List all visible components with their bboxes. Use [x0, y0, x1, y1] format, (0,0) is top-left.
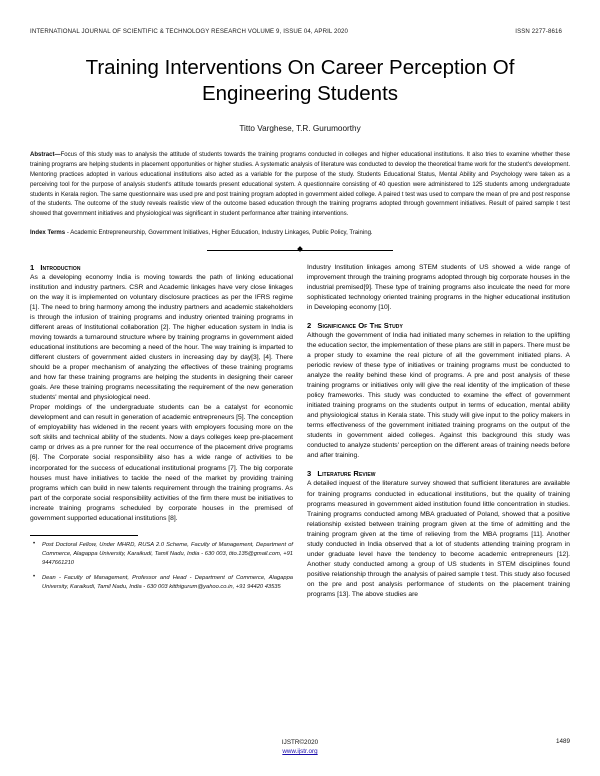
paragraph: A detailed inquest of the literature survey showed that sufficient literatures are available for training programs conducted in educational institutions, but the quality of training programs measured in government aided institution found little concentration in studies. Training programs conducted among MBA graduated of Poland, showed that a positive relationship existed between training program given at the time of admitting and the training program given at the time of relieving from the MBA programs [11]. Another study conducted in India observed that a lot of students attending training program in under graduate level have the tendency to become academic entrepreneurs [12]. Another study conducted among a group of US students in STEM disciplines found positive relationship through the analysis of paired sample t test. This study also focused on the pre and post analysis performance of students on the placement training programs [13]. The above studies are	[307, 480, 570, 598]
footnote-item: • Post Doctoral Fellow, Under MHRD, RUSA 2.0 Scheme, Faculty of Management, Department of Commerce, Alagappa University, Karaikudi, Tamil Nadu, India - 630 003, tito.135@gmail.com, +91 9447661210	[40, 541, 293, 569]
section-number: 3	[307, 469, 312, 479]
paragraph: As a developing economy India is moving towards the path of linking educational institution and industry partners. CSR and Academic linkages have very close linkages on the way it is implemented on voluntary disclosure practices as per the IFRS regime [1]. The need to bring harmony among the industry partners and academic stakeholders is through the infusion of training programs and industry oriented training programs in different areas of Institutional collaboration [2]. The higher education system in India is moving towards a turnaround structure where by training programs in government aided educational institutions are becoming a need of the hour. The way training is imparted to different clusters of government aided clusters in increasing day by day[3], [4]. There should be a proper mechanism of analyzing the effectives of these training programs and how far these training programs are helping the students in designing their career goals. Are these training programs necessitating the requirement of the new generation students' mental and physiological need.	[30, 273, 293, 402]
paragraph: Industry Institution linkages among STEM students of US showed a wide range of improvement through the training programs adopted through big corporate houses in the industrial premised[9]. These type of training programs also inculcate the need for more sophisticated technology oriented training programs in the higher educational institution in Developing economy [10].	[307, 263, 570, 311]
footer-brand: IJSTR©2020	[281, 739, 319, 746]
column-left	[30, 263, 293, 600]
paragraph: Although the government of India had initiated many schemes in relation to the uplifting the education sector, the implementation of these plans are still in papers. There must be a proper study to examine the real picture of all the government initiated plans. A periodic review of these type of initiatives or training programs must be conducted to analyze the reality behind these kind of programs. A pre and post analysis of these training programs or initiatives only will give the real identity of the implication of these policy frameworks. This study was conducted to examine the effect of government initiated training programs on the students output in terms of education, mental ability and physiological status in Kerala state. This study will give input to the policy makers in terms effectiveness of the government initiated training programs on the output of the students in government aided colleges. Against this background this study was conducted to analyze students' perception on the different areas of training needs before and after training.	[307, 331, 570, 460]
page-number: 1489	[555, 738, 570, 745]
page-footer	[30, 738, 570, 768]
running-head	[30, 0, 570, 35]
page-title: Training Interventions On Career Perception Of Engineering Students	[85, 56, 515, 106]
footnote-item: • Dean - Faculty of Management, Professor and Head - Department of Commerce, Alagappa University, Karaikudi, Tamil Nadu, India - 630 003 kitthigurum@yahoo.co.in, +91 94420 43535	[40, 574, 293, 593]
footer-url-link[interactable]: www.ijstr.org	[282, 748, 318, 756]
paragraph: Proper moldings of the undergraduate students can be a catalyst for economic development and can result in generation of academic entrepreneurs [5]. The conception of employability has widened in the recent years with employers focusing more on the soft skills and technical ability of the students. Now a days colleges keep pre-placement camp or drives as a pre runner for the real occurrence of the placement drive programs [6]. The Corporate social responsibility also has a wide range of activities to be incorporated for the success of educational institutional programs [7]. The big corporate houses must have initiatives to tackle the need of the market by providing training programs which can build in new talents requirement through the training programs. As part of the corporate social responsibility activities of the firm there must be initiatives to increate training programs scheduled by corporate houses in the premised of government supported educational institutions [8].	[30, 404, 293, 522]
section-heading-significance	[307, 321, 570, 330]
index-terms-block	[30, 229, 570, 239]
section-heading-literature-review	[307, 469, 570, 478]
index-terms-label: Index Terms	[30, 229, 66, 236]
footnote-rule	[30, 535, 138, 536]
abstract-text: Focus of this study was to analysis the attitude of students towards the training programs conducted in colleges and higher educational institutions. It also tries to examine whether these training programs are helping students in placement opportunities or higher studies. A systematic analysis of literature was conducted to develop the theoretical frame work for the student's development. Mentoring practices adopted in various educational institutions also acted as a variable for the purpose of the study. Students Educational Status, Mental Ability and Psychology were taken as a perceiving tool for the purpose of analysis student's attitude towards present educational system. A questionnaire consisting of 40 question were administered to 125 students among undergraduate students in Kerala region. The same questionnaire was used pre and post training program adopted in government aided college. A paired t test was used to compare the mean of pre and post response of the students. The outcome of the study reveals realistic view of the outcome based education through the training programs adopted through government initiatives. Result of paired sample t test showed that government initiatives and physiological was significant in student performance after training interventions.	[30, 152, 570, 218]
section-title: Literature Review	[317, 469, 376, 479]
footer-brand-block	[282, 738, 318, 757]
section-separator	[207, 246, 393, 255]
spacer	[307, 313, 570, 321]
section-number: 2	[307, 320, 312, 330]
abstract-block	[30, 151, 570, 219]
diamond-icon	[297, 246, 303, 252]
section-heading-introduction	[30, 263, 293, 272]
author-list: Titto Varghese, T.R. Gurumoorthy	[239, 124, 361, 134]
running-head-issn: ISSN 2277-8616	[515, 28, 562, 35]
column-right	[307, 263, 570, 600]
spacer	[307, 461, 570, 469]
section-number: 1	[30, 262, 35, 272]
abstract-label: Abstract—	[30, 152, 61, 159]
index-terms-text: - Academic Entrepreneurship, Government Initiatives, Higher Education, Industry Linkages, Public Policy, Training.	[66, 229, 373, 236]
section-title: Significance Of The Study	[317, 320, 403, 330]
footnote-list	[30, 541, 293, 593]
section-title: Introduction	[40, 262, 81, 272]
running-head-journal: INTERNATIONAL JOURNAL OF SCIENTIFIC & TECHNOLOGY RESEARCH VOLUME 9, ISSUE 04, APRIL 2020	[30, 28, 349, 35]
body-columns	[30, 263, 570, 600]
